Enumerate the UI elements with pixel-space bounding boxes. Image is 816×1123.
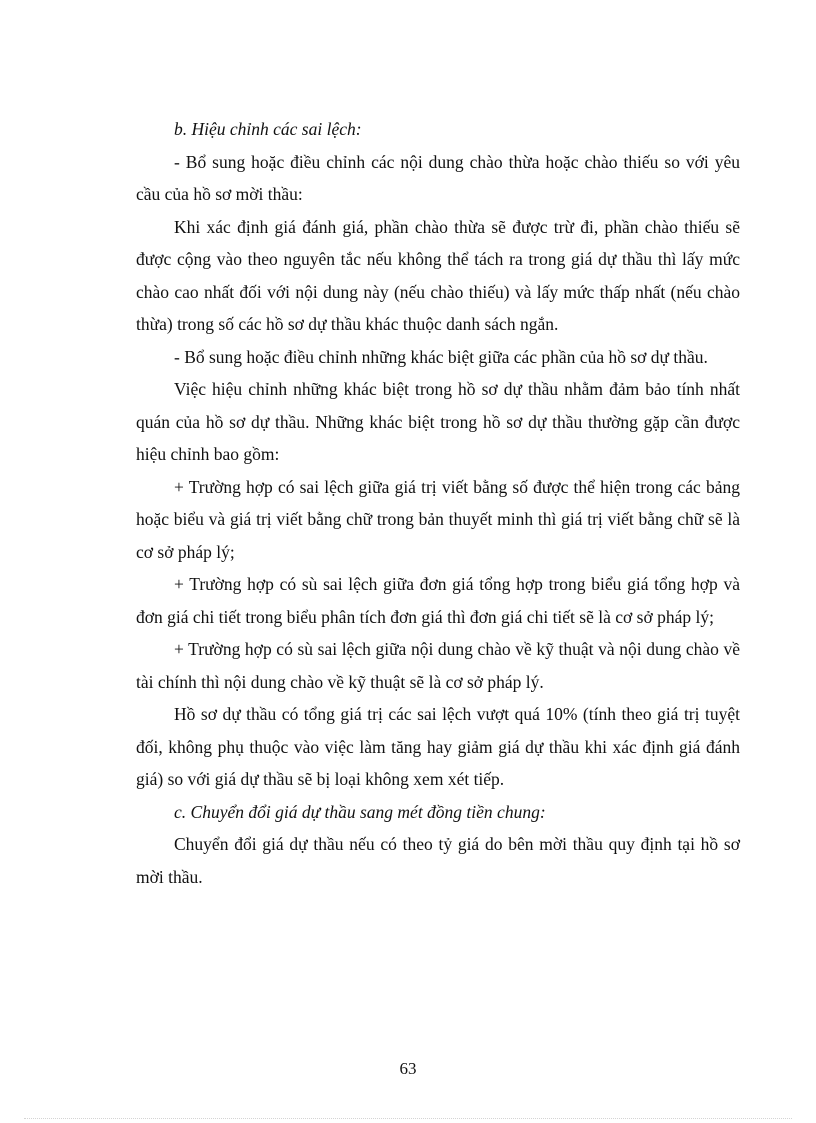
paragraph: - Bổ sung hoặc điều chỉnh những khác biệt giữa các phần của hồ sơ dự thầu. [174, 346, 708, 367]
paragraph: + Trường hợp có sù sai lệch giữa nội dung chào về kỹ thuật và nội dung chào về tài chính thì nội dung chào về kỹ thuật sẽ là cơ sở pháp lý. [136, 639, 740, 692]
paragraph: Khi xác định giá đánh giá, phần chào thừa sẽ được trừ đi, phần chào thiếu sẽ được cộng vào theo nguyên tắc nếu không thể tách ra trong giá dự thầu thì lấy mức chào cao nhất đối với nội dung này (nếu chào thiếu) và lấy mức thấp nhất (nếu chào thừa) trong số các hồ sơ dự thầu khác thuộc danh sách ngắn. [136, 216, 740, 334]
page-number: 63 [399, 1059, 417, 1078]
paragraph: - Bổ sung hoặc điều chỉnh các nội dung chào thừa hoặc chào thiếu so với yêu cầu của hồ sơ mời thầu: [136, 151, 740, 204]
document-body [136, 113, 740, 893]
section-heading-c: c. Chuyển đổi giá dự thầu sang mét đồng tiền chung: [174, 801, 546, 822]
paragraph: Việc hiệu chỉnh những khác biệt trong hồ sơ dự thầu nhằm đảm bảo tính nhất quán của hồ sơ dự thầu. Những khác biệt trong hồ sơ dự thầu thường gặp cần được hiệu chỉnh bao gồm: [136, 379, 740, 464]
paragraph: Chuyển đổi giá dự thầu nếu có theo tỷ giá do bên mời thầu quy định tại hồ sơ mời thầu. [136, 834, 740, 887]
section-heading-b: b. Hiệu chỉnh các sai lệch: [174, 119, 362, 139]
paragraph: + Trường hợp có sù sai lệch giữa đơn giá tổng hợp trong biểu giá tổng hợp và đơn giá chi tiết trong biểu phân tích đơn giá thì đơn giá chi tiết sẽ là cơ sở pháp lý; [136, 574, 740, 627]
paragraph: Hồ sơ dự thầu có tổng giá trị các sai lệch vượt quá 10% (tính theo giá trị tuyệt đối, không phụ thuộc vào việc làm tăng hay giảm giá dự thầu khi xác định giá đánh giá) so với giá dự thầu sẽ bị loại không xem xét tiếp. [136, 704, 740, 789]
footer-divider [24, 1118, 792, 1119]
paragraph: + Trường hợp có sai lệch giữa giá trị viết bằng số được thể hiện trong các bảng hoặc biểu và giá trị viết bằng chữ trong bản thuyết minh thì giá trị viết bằng chữ sẽ là cơ sở pháp lý; [136, 476, 740, 562]
